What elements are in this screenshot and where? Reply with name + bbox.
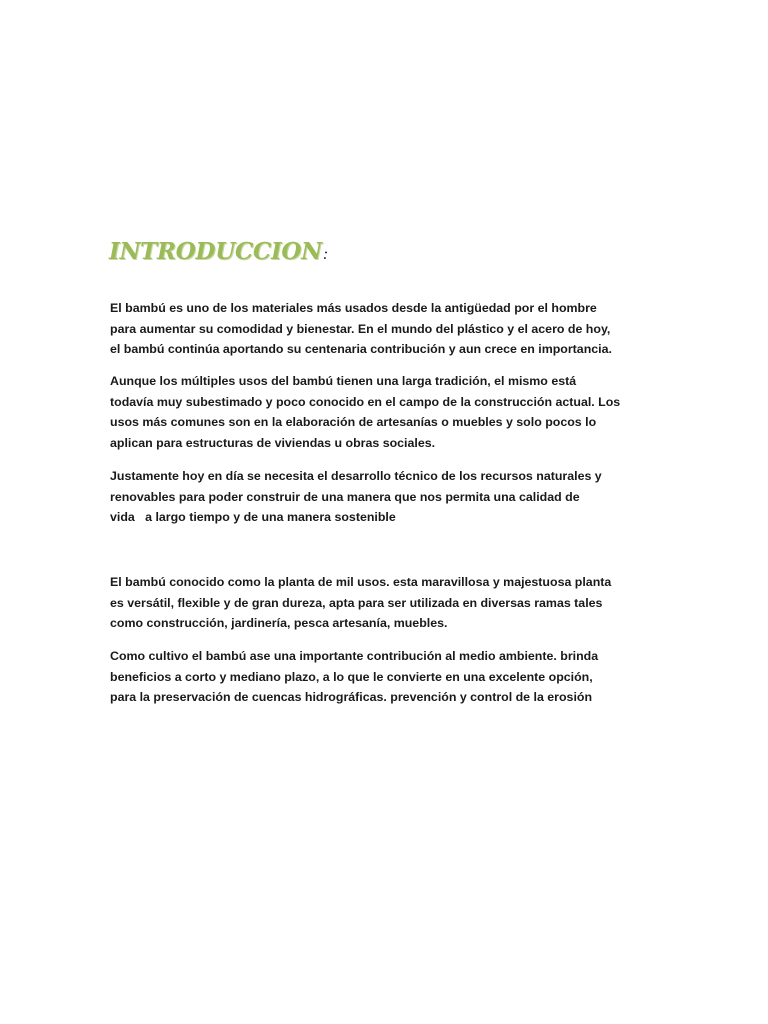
heading-title: INTRODUCCION: [109, 238, 322, 265]
text-line: para aumentar su comodidad y bienestar. En el mundo del plástico y el acero de hoy,: [110, 321, 611, 336]
text-line: El bambú es uno de los materiales más usados desde la antigüedad por el hombre: [110, 301, 597, 315]
text-line: vida a largo tiempo y de una manera sostenible: [110, 510, 396, 524]
paragraph-1: [110, 298, 670, 360]
paragraph-4: [110, 572, 670, 634]
text-line: Justamente hoy en día se necesita el desarrollo técnico de los recursos naturales y: [110, 469, 602, 483]
text-line: beneficios a corto y mediano plazo, a lo que le convierte en una excelente opción,: [110, 669, 593, 684]
text-line: usos más comunes son en la elaboración de artesanías o muebles y solo pocos lo: [110, 415, 597, 429]
heading-colon: :: [322, 246, 329, 263]
paragraph-3: [110, 466, 670, 528]
section-heading: [109, 238, 328, 265]
text-line: renovables para poder construir de una manera que nos permita una calidad de: [110, 489, 580, 504]
text-line: Como cultivo el bambú ase una importante contribución al medio ambiente. brinda: [110, 649, 599, 663]
text-line: para la preservación de cuencas hidrográficas. prevención y control de la erosión: [110, 690, 593, 704]
text-line: Aunque los múltiples usos del bambú tienen una larga tradición, el mismo está: [110, 374, 577, 388]
text-line: como construcción, jardinería, pesca artesanía, muebles.: [110, 616, 448, 630]
text-line: todavía muy subestimado y poco conocido en el campo de la construcción actual. Los: [110, 394, 621, 409]
text-line: aplican para estructuras de viviendas u obras sociales.: [110, 435, 436, 450]
paragraph-5: [110, 646, 670, 708]
text-line: El bambú conocido como la planta de mil usos. esta maravillosa y majestuosa planta: [110, 575, 612, 589]
text-line: es versátil, flexible y de gran dureza, apta para ser utilizada en diversas ramas tales: [110, 595, 603, 610]
paragraph-2: [110, 371, 670, 453]
text-line: el bambú continúa aportando su centenaria contribución y aun crece en importancia.: [110, 342, 612, 356]
